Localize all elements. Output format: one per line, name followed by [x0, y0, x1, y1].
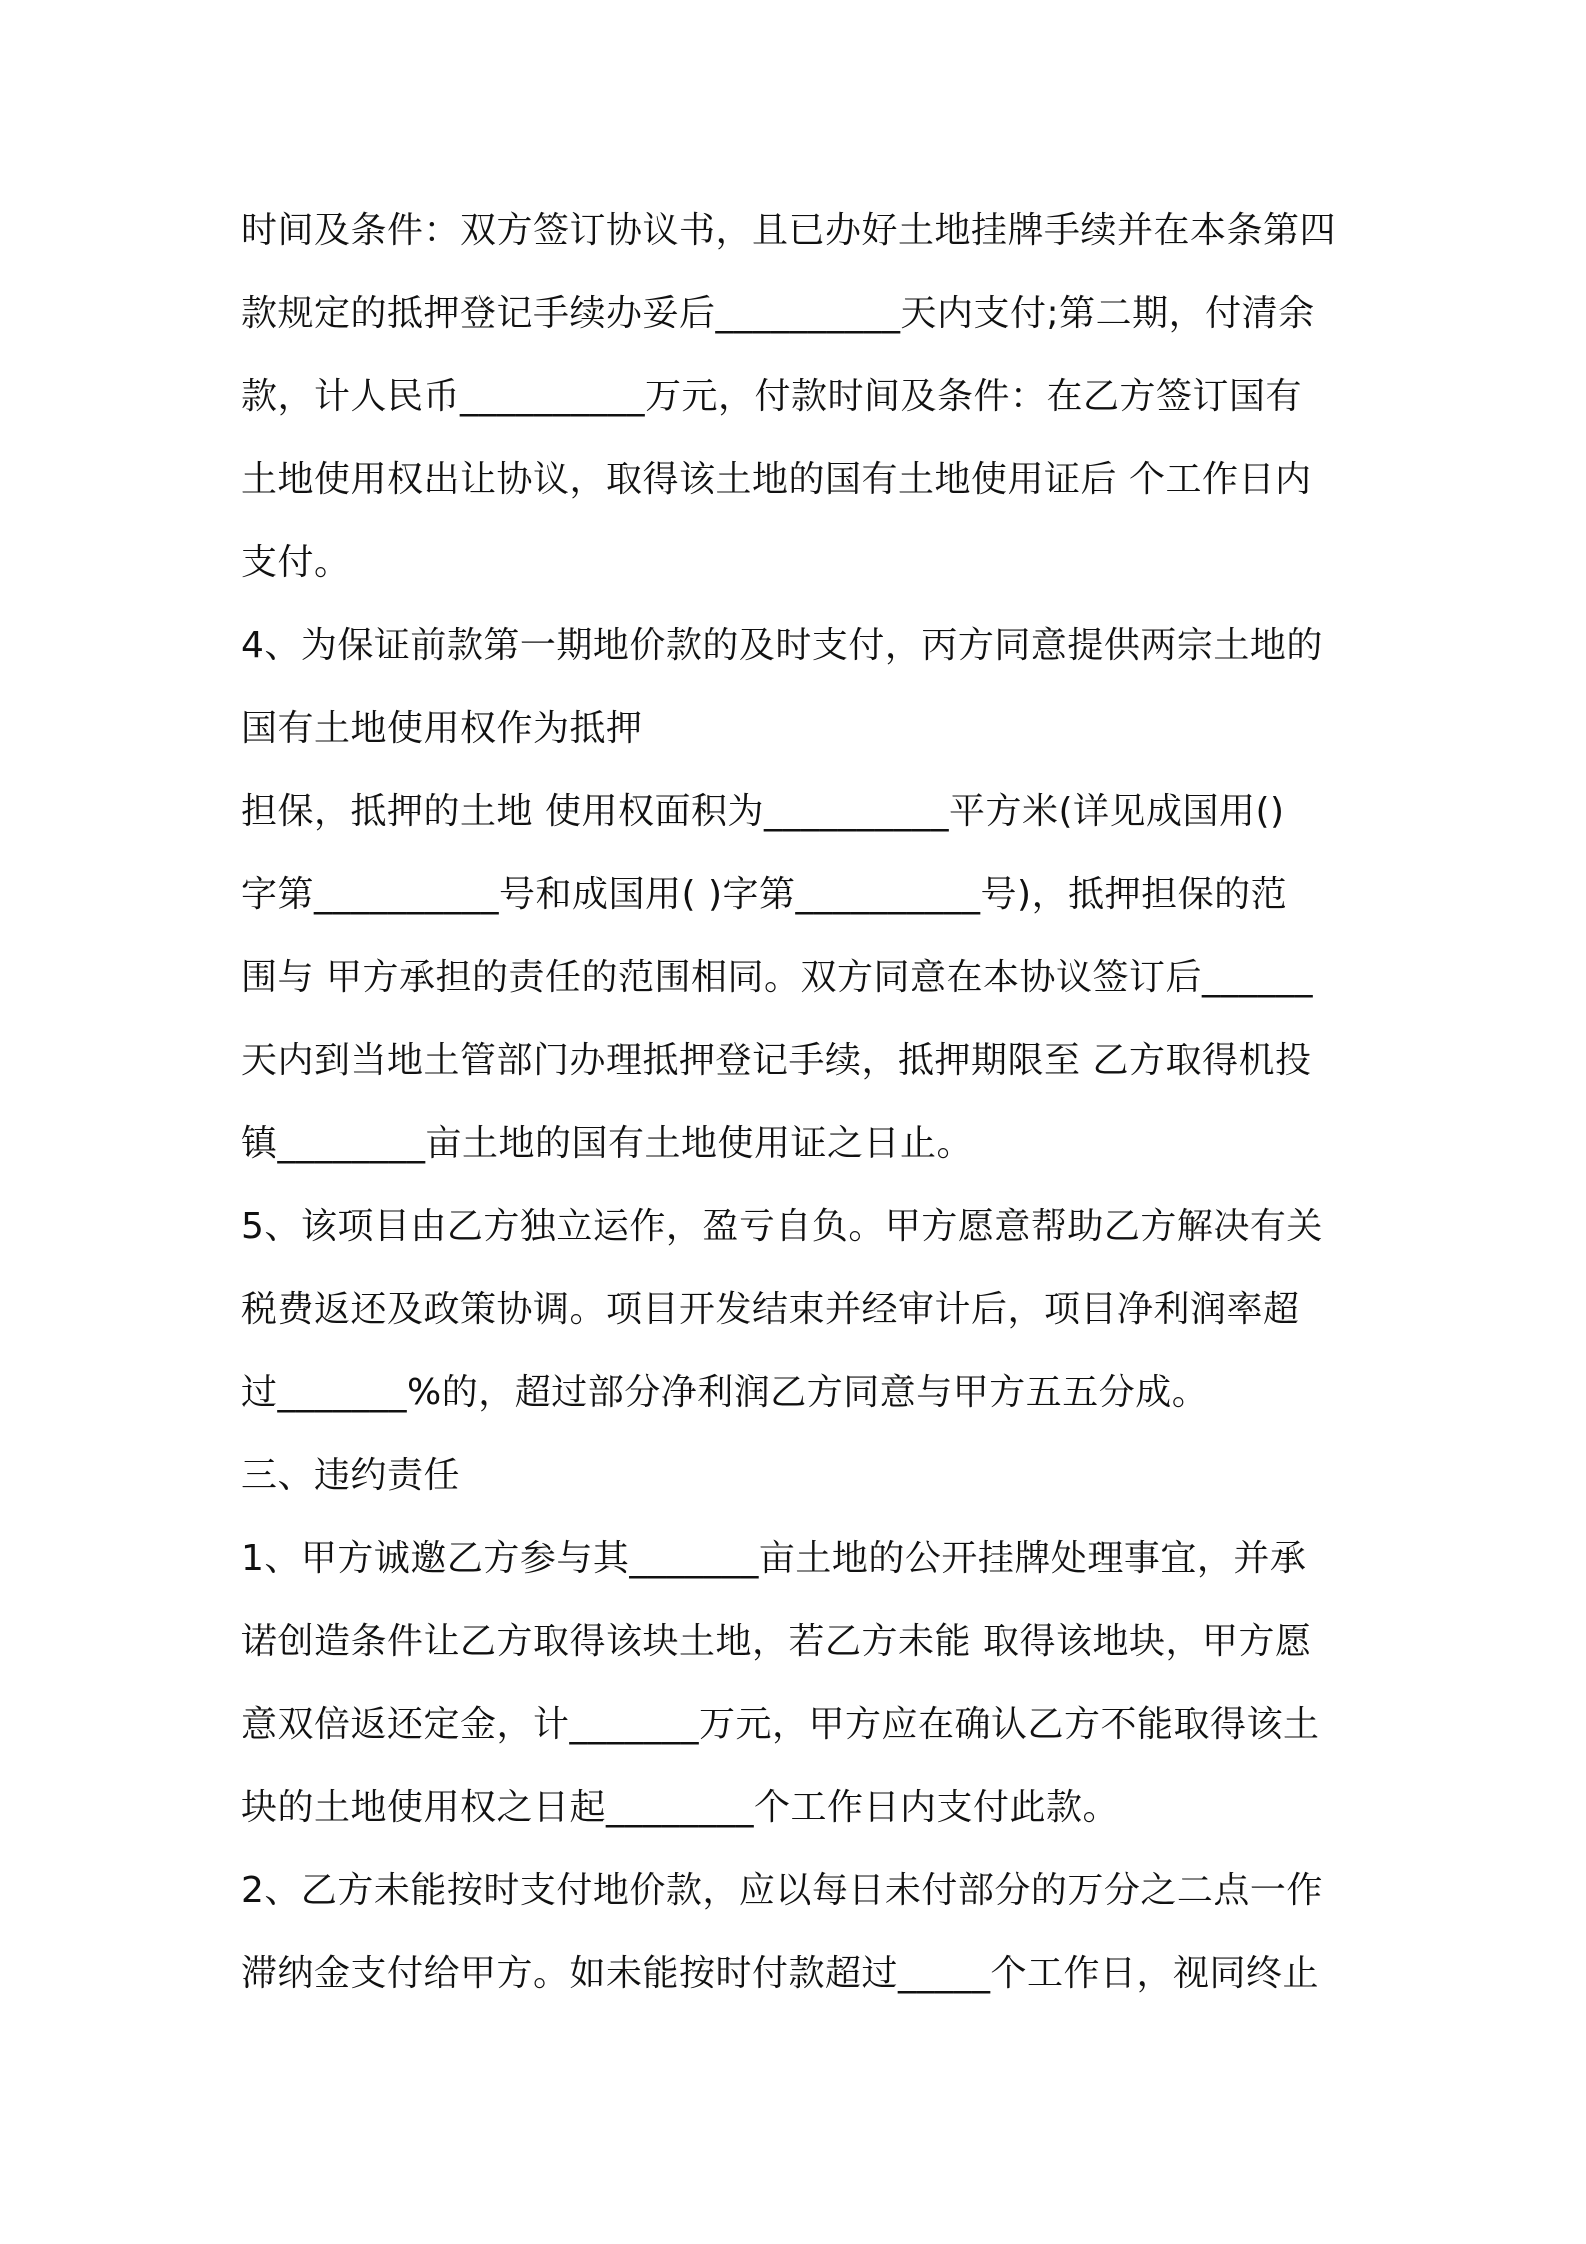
section-heading: 三、违约责任 [241, 1455, 461, 1496]
text-line: 意双倍返还定金，计_______万元，甲方应在确认乙方不能取得该土 [241, 1704, 1320, 1745]
text-line: 国有土地使用权作为抵押 [241, 708, 643, 749]
text-line: 字第__________号和成国用( )字第__________号)，抵押担保的范 [241, 874, 1288, 915]
text-line: 支付。 [241, 542, 351, 583]
text-line: 担保，抵押的土地 使用权面积为__________平方米(详见成国用() [241, 791, 1285, 832]
text-line: 5、该项目由乙方独立运作，盈亏自负。甲方愿意帮助乙方解决有关 [241, 1206, 1323, 1247]
text-line: 税费返还及政策协调。项目开发结束并经审计后，项目净利润率超 [241, 1289, 1300, 1330]
text-line: 4、为保证前款第一期地价款的及时支付，丙方同意提供两宗土地的 [241, 625, 1323, 666]
text-line: 镇________亩土地的国有土地使用证之日止。 [241, 1123, 974, 1164]
text-line: 时间及条件：双方签订协议书，且已办好土地挂牌手续并在本条第四 [241, 210, 1337, 251]
text-line: 2、乙方未能按时支付地价款，应以每日未付部分的万分之二点一作 [241, 1870, 1323, 1911]
text-line: 款，计人民币__________万元，付款时间及条件：在乙方签订国有 [241, 376, 1303, 417]
text-line: 滞纳金支付给甲方。如未能按时付款超过_____个工作日，视同终止 [241, 1953, 1320, 1994]
text-line: 围与 甲方承担的责任的范围相同。双方同意在本协议签订后______ [241, 957, 1313, 998]
text-line: 诺创造条件让乙方取得该块土地，若乙方未能 取得该地块，甲方愿 [241, 1621, 1312, 1662]
text-line: 天内到当地土管部门办理抵押登记手续，抵押期限至 乙方取得机投 [241, 1040, 1312, 1081]
text-line: 块的土地使用权之日起________个工作日内支付此款。 [241, 1787, 1120, 1828]
text-line: 1、甲方诚邀乙方参与其_______亩土地的公开挂牌处理事宜，并承 [241, 1538, 1307, 1579]
text-line: 过_______%的，超过部分净利润乙方同意与甲方五五分成。 [241, 1372, 1209, 1413]
text-line: 款规定的抵押登记手续办妥后__________天内支付;第二期，付清余 [241, 293, 1315, 334]
text-line: 土地使用权出让协议，取得该土地的国有土地使用证后 个工作日内 [241, 459, 1312, 500]
